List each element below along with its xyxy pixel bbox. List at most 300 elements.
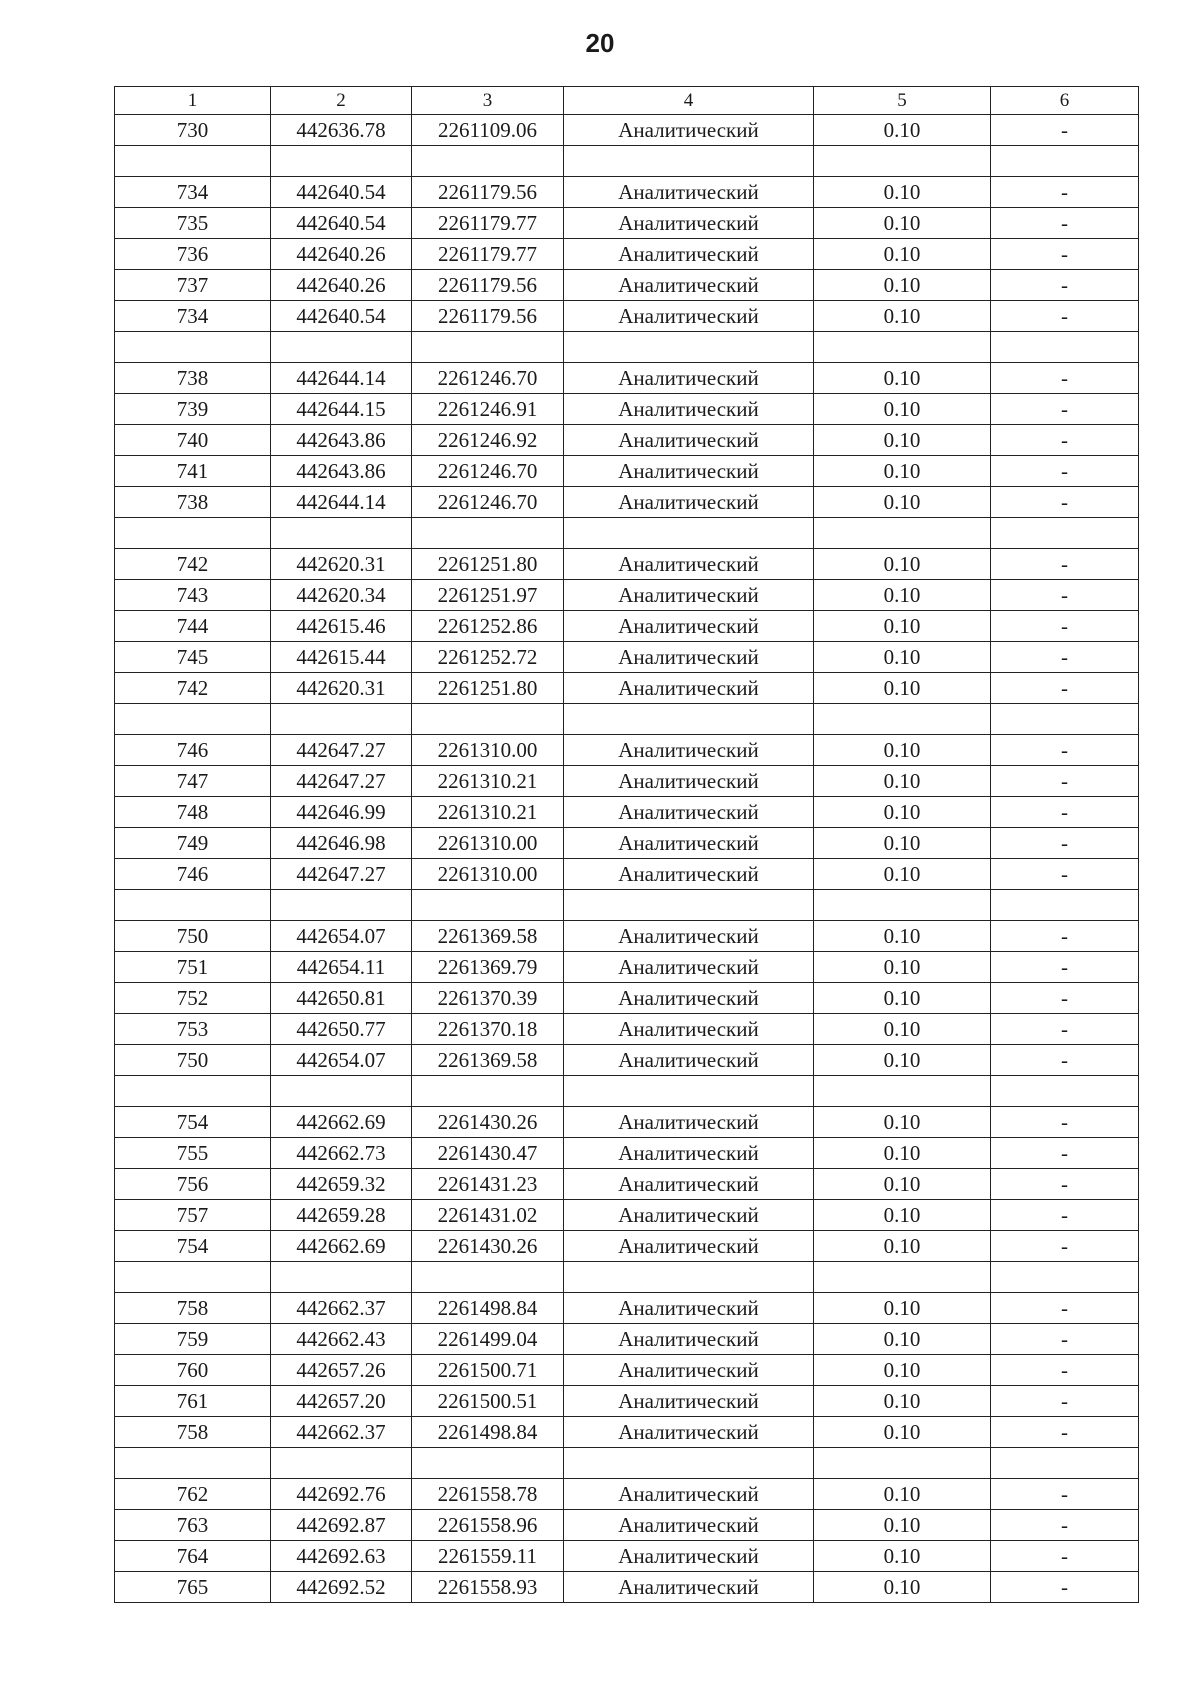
method-cell: Аналитический xyxy=(564,580,814,611)
point-number-cell xyxy=(115,1262,271,1293)
note-cell: - xyxy=(991,1107,1139,1138)
table-row xyxy=(115,456,1139,487)
method-cell: Аналитический xyxy=(564,1386,814,1417)
x-coordinate-cell xyxy=(271,1262,412,1293)
y-coordinate-cell: 2261179.77 xyxy=(412,239,564,270)
y-coordinate-cell: 2261252.86 xyxy=(412,611,564,642)
accuracy-cell: 0.10 xyxy=(814,797,991,828)
y-coordinate-cell: 2261370.39 xyxy=(412,983,564,1014)
note-cell: - xyxy=(991,487,1139,518)
method-cell: Аналитический xyxy=(564,1417,814,1448)
point-number-cell: 751 xyxy=(115,952,271,983)
accuracy-cell: 0.10 xyxy=(814,1510,991,1541)
note-cell xyxy=(991,146,1139,177)
accuracy-cell: 0.10 xyxy=(814,1417,991,1448)
y-coordinate-cell: 2261179.56 xyxy=(412,301,564,332)
method-cell: Аналитический xyxy=(564,673,814,704)
accuracy-cell: 0.10 xyxy=(814,425,991,456)
method-cell: Аналитический xyxy=(564,1138,814,1169)
table-row-separator xyxy=(115,1076,1139,1107)
point-number-cell: 758 xyxy=(115,1417,271,1448)
x-coordinate-cell: 442640.26 xyxy=(271,239,412,270)
x-coordinate-cell: 442615.46 xyxy=(271,611,412,642)
point-number-cell: 734 xyxy=(115,301,271,332)
column-header: 1 xyxy=(115,87,271,115)
point-number-cell xyxy=(115,704,271,735)
accuracy-cell: 0.10 xyxy=(814,859,991,890)
method-cell: Аналитический xyxy=(564,177,814,208)
table-row xyxy=(115,952,1139,983)
method-cell: Аналитический xyxy=(564,270,814,301)
note-cell: - xyxy=(991,1572,1139,1603)
note-cell: - xyxy=(991,642,1139,673)
accuracy-cell xyxy=(814,1448,991,1479)
method-cell: Аналитический xyxy=(564,921,814,952)
note-cell: - xyxy=(991,921,1139,952)
method-cell: Аналитический xyxy=(564,1510,814,1541)
accuracy-cell: 0.10 xyxy=(814,1045,991,1076)
column-header: 4 xyxy=(564,87,814,115)
method-cell: Аналитический xyxy=(564,1541,814,1572)
note-cell: - xyxy=(991,766,1139,797)
y-coordinate-cell: 2261558.93 xyxy=(412,1572,564,1603)
column-header: 3 xyxy=(412,87,564,115)
method-cell: Аналитический xyxy=(564,1231,814,1262)
x-coordinate-cell xyxy=(271,332,412,363)
y-coordinate-cell: 2261179.77 xyxy=(412,208,564,239)
accuracy-cell: 0.10 xyxy=(814,115,991,146)
accuracy-cell: 0.10 xyxy=(814,921,991,952)
accuracy-cell xyxy=(814,518,991,549)
point-number-cell: 744 xyxy=(115,611,271,642)
note-cell: - xyxy=(991,1386,1139,1417)
column-header: 2 xyxy=(271,87,412,115)
x-coordinate-cell: 442657.20 xyxy=(271,1386,412,1417)
x-coordinate-cell: 442662.37 xyxy=(271,1417,412,1448)
point-number-cell: 735 xyxy=(115,208,271,239)
y-coordinate-cell: 2261246.91 xyxy=(412,394,564,425)
x-coordinate-cell: 442620.31 xyxy=(271,549,412,580)
point-number-cell xyxy=(115,1448,271,1479)
method-cell xyxy=(564,1448,814,1479)
x-coordinate-cell: 442644.15 xyxy=(271,394,412,425)
point-number-cell: 747 xyxy=(115,766,271,797)
accuracy-cell: 0.10 xyxy=(814,1541,991,1572)
table-row-separator xyxy=(115,890,1139,921)
accuracy-cell: 0.10 xyxy=(814,1231,991,1262)
note-cell: - xyxy=(991,1479,1139,1510)
x-coordinate-cell xyxy=(271,146,412,177)
point-number-cell xyxy=(115,518,271,549)
accuracy-cell: 0.10 xyxy=(814,580,991,611)
method-cell: Аналитический xyxy=(564,797,814,828)
point-number-cell: 746 xyxy=(115,735,271,766)
y-coordinate-cell: 2261500.51 xyxy=(412,1386,564,1417)
point-number-cell: 760 xyxy=(115,1355,271,1386)
note-cell: - xyxy=(991,177,1139,208)
table-row xyxy=(115,1417,1139,1448)
table-row-separator xyxy=(115,1448,1139,1479)
note-cell: - xyxy=(991,425,1139,456)
y-coordinate-cell: 2261558.78 xyxy=(412,1479,564,1510)
accuracy-cell: 0.10 xyxy=(814,487,991,518)
method-cell: Аналитический xyxy=(564,642,814,673)
note-cell: - xyxy=(991,797,1139,828)
x-coordinate-cell: 442659.28 xyxy=(271,1200,412,1231)
y-coordinate-cell: 2261179.56 xyxy=(412,177,564,208)
x-coordinate-cell: 442662.43 xyxy=(271,1324,412,1355)
method-cell: Аналитический xyxy=(564,115,814,146)
x-coordinate-cell: 442662.69 xyxy=(271,1107,412,1138)
x-coordinate-cell: 442640.54 xyxy=(271,208,412,239)
table-row xyxy=(115,642,1139,673)
y-coordinate-cell: 2261310.21 xyxy=(412,797,564,828)
point-number-cell: 748 xyxy=(115,797,271,828)
note-cell: - xyxy=(991,1324,1139,1355)
note-cell: - xyxy=(991,239,1139,270)
table-row xyxy=(115,859,1139,890)
y-coordinate-cell: 2261310.00 xyxy=(412,735,564,766)
x-coordinate-cell: 442647.27 xyxy=(271,766,412,797)
note-cell: - xyxy=(991,1200,1139,1231)
method-cell: Аналитический xyxy=(564,1107,814,1138)
method-cell: Аналитический xyxy=(564,828,814,859)
method-cell: Аналитический xyxy=(564,1355,814,1386)
point-number-cell xyxy=(115,890,271,921)
method-cell: Аналитический xyxy=(564,1014,814,1045)
point-number-cell: 754 xyxy=(115,1107,271,1138)
accuracy-cell: 0.10 xyxy=(814,394,991,425)
y-coordinate-cell xyxy=(412,332,564,363)
x-coordinate-cell: 442650.81 xyxy=(271,983,412,1014)
method-cell xyxy=(564,1076,814,1107)
accuracy-cell: 0.10 xyxy=(814,549,991,580)
note-cell: - xyxy=(991,828,1139,859)
method-cell: Аналитический xyxy=(564,952,814,983)
x-coordinate-cell: 442636.78 xyxy=(271,115,412,146)
accuracy-cell: 0.10 xyxy=(814,1572,991,1603)
method-cell: Аналитический xyxy=(564,208,814,239)
method-cell: Аналитический xyxy=(564,301,814,332)
note-cell: - xyxy=(991,952,1139,983)
point-number-cell: 753 xyxy=(115,1014,271,1045)
point-number-cell: 741 xyxy=(115,456,271,487)
point-number-cell xyxy=(115,1076,271,1107)
y-coordinate-cell: 2261431.23 xyxy=(412,1169,564,1200)
point-number-cell: 762 xyxy=(115,1479,271,1510)
note-cell: - xyxy=(991,673,1139,704)
point-number-cell: 750 xyxy=(115,1045,271,1076)
note-cell: - xyxy=(991,301,1139,332)
x-coordinate-cell: 442692.76 xyxy=(271,1479,412,1510)
accuracy-cell xyxy=(814,704,991,735)
method-cell: Аналитический xyxy=(564,487,814,518)
x-coordinate-cell: 442640.26 xyxy=(271,270,412,301)
x-coordinate-cell: 442662.37 xyxy=(271,1293,412,1324)
point-number-cell: 763 xyxy=(115,1510,271,1541)
method-cell xyxy=(564,704,814,735)
x-coordinate-cell: 442647.27 xyxy=(271,859,412,890)
method-cell: Аналитический xyxy=(564,766,814,797)
table-row xyxy=(115,301,1139,332)
method-cell: Аналитический xyxy=(564,735,814,766)
point-number-cell: 736 xyxy=(115,239,271,270)
accuracy-cell: 0.10 xyxy=(814,1138,991,1169)
x-coordinate-cell: 442692.52 xyxy=(271,1572,412,1603)
y-coordinate-cell: 2261310.00 xyxy=(412,828,564,859)
method-cell: Аналитический xyxy=(564,1169,814,1200)
point-number-cell: 745 xyxy=(115,642,271,673)
x-coordinate-cell: 442620.31 xyxy=(271,673,412,704)
method-cell: Аналитический xyxy=(564,363,814,394)
y-coordinate-cell: 2261431.02 xyxy=(412,1200,564,1231)
note-cell: - xyxy=(991,1541,1139,1572)
y-coordinate-cell: 2261558.96 xyxy=(412,1510,564,1541)
note-cell: - xyxy=(991,1138,1139,1169)
page-number: 20 xyxy=(585,28,615,58)
table-row xyxy=(115,1231,1139,1262)
table-row xyxy=(115,487,1139,518)
table-row xyxy=(115,1045,1139,1076)
y-coordinate-cell: 2261430.47 xyxy=(412,1138,564,1169)
column-header: 6 xyxy=(991,87,1139,115)
note-cell: - xyxy=(991,549,1139,580)
point-number-cell: 752 xyxy=(115,983,271,1014)
table-header-row xyxy=(115,87,1139,115)
x-coordinate-cell: 442662.69 xyxy=(271,1231,412,1262)
point-number-cell: 743 xyxy=(115,580,271,611)
table-row xyxy=(115,766,1139,797)
x-coordinate-cell: 442659.32 xyxy=(271,1169,412,1200)
method-cell: Аналитический xyxy=(564,1572,814,1603)
note-cell: - xyxy=(991,456,1139,487)
note-cell: - xyxy=(991,1293,1139,1324)
point-number-cell: 737 xyxy=(115,270,271,301)
y-coordinate-cell xyxy=(412,1262,564,1293)
table-row xyxy=(115,239,1139,270)
accuracy-cell: 0.10 xyxy=(814,301,991,332)
x-coordinate-cell xyxy=(271,704,412,735)
accuracy-cell: 0.10 xyxy=(814,952,991,983)
note-cell: - xyxy=(991,580,1139,611)
y-coordinate-cell: 2261430.26 xyxy=(412,1231,564,1262)
accuracy-cell: 0.10 xyxy=(814,363,991,394)
note-cell: - xyxy=(991,983,1139,1014)
y-coordinate-cell: 2261246.70 xyxy=(412,363,564,394)
table-row xyxy=(115,1169,1139,1200)
method-cell: Аналитический xyxy=(564,1293,814,1324)
table-body xyxy=(115,115,1139,1603)
point-number-cell: 738 xyxy=(115,487,271,518)
y-coordinate-cell: 2261251.97 xyxy=(412,580,564,611)
x-coordinate-cell: 442657.26 xyxy=(271,1355,412,1386)
x-coordinate-cell: 442615.44 xyxy=(271,642,412,673)
note-cell xyxy=(991,890,1139,921)
note-cell xyxy=(991,1262,1139,1293)
x-coordinate-cell xyxy=(271,1448,412,1479)
table-row xyxy=(115,394,1139,425)
point-number-cell: 758 xyxy=(115,1293,271,1324)
accuracy-cell xyxy=(814,332,991,363)
table-row xyxy=(115,270,1139,301)
y-coordinate-cell: 2261430.26 xyxy=(412,1107,564,1138)
table-row xyxy=(115,1014,1139,1045)
accuracy-cell: 0.10 xyxy=(814,1479,991,1510)
table-row xyxy=(115,549,1139,580)
point-number-cell: 740 xyxy=(115,425,271,456)
x-coordinate-cell: 442662.73 xyxy=(271,1138,412,1169)
table-row xyxy=(115,208,1139,239)
y-coordinate-cell: 2261310.21 xyxy=(412,766,564,797)
y-coordinate-cell xyxy=(412,1076,564,1107)
note-cell: - xyxy=(991,1014,1139,1045)
accuracy-cell: 0.10 xyxy=(814,983,991,1014)
table-row xyxy=(115,983,1139,1014)
note-cell xyxy=(991,1448,1139,1479)
y-coordinate-cell: 2261310.00 xyxy=(412,859,564,890)
table-row xyxy=(115,1479,1139,1510)
table-row xyxy=(115,1355,1139,1386)
y-coordinate-cell: 2261179.56 xyxy=(412,270,564,301)
accuracy-cell xyxy=(814,1262,991,1293)
accuracy-cell xyxy=(814,1076,991,1107)
x-coordinate-cell xyxy=(271,518,412,549)
method-cell: Аналитический xyxy=(564,394,814,425)
note-cell: - xyxy=(991,1045,1139,1076)
note-cell: - xyxy=(991,270,1139,301)
note-cell: - xyxy=(991,1169,1139,1200)
accuracy-cell: 0.10 xyxy=(814,766,991,797)
accuracy-cell xyxy=(814,146,991,177)
x-coordinate-cell xyxy=(271,890,412,921)
x-coordinate-cell: 442650.77 xyxy=(271,1014,412,1045)
note-cell xyxy=(991,1076,1139,1107)
y-coordinate-cell: 2261500.71 xyxy=(412,1355,564,1386)
point-number-cell: 734 xyxy=(115,177,271,208)
note-cell: - xyxy=(991,735,1139,766)
table-row xyxy=(115,673,1139,704)
y-coordinate-cell: 2261251.80 xyxy=(412,549,564,580)
method-cell xyxy=(564,890,814,921)
x-coordinate-cell: 442646.99 xyxy=(271,797,412,828)
table-row xyxy=(115,580,1139,611)
note-cell: - xyxy=(991,115,1139,146)
y-coordinate-cell: 2261246.70 xyxy=(412,487,564,518)
table-row-separator xyxy=(115,332,1139,363)
y-coordinate-cell xyxy=(412,1448,564,1479)
table-row xyxy=(115,1541,1139,1572)
table-row-separator xyxy=(115,146,1139,177)
note-cell: - xyxy=(991,611,1139,642)
note-cell: - xyxy=(991,208,1139,239)
accuracy-cell: 0.10 xyxy=(814,1107,991,1138)
table-row-separator xyxy=(115,1262,1139,1293)
method-cell: Аналитический xyxy=(564,1479,814,1510)
point-number-cell: 754 xyxy=(115,1231,271,1262)
note-cell xyxy=(991,704,1139,735)
note-cell: - xyxy=(991,1355,1139,1386)
accuracy-cell: 0.10 xyxy=(814,208,991,239)
accuracy-cell: 0.10 xyxy=(814,611,991,642)
note-cell xyxy=(991,332,1139,363)
method-cell: Аналитический xyxy=(564,425,814,456)
point-number-cell: 730 xyxy=(115,115,271,146)
point-number-cell xyxy=(115,146,271,177)
y-coordinate-cell: 2261246.70 xyxy=(412,456,564,487)
method-cell: Аналитический xyxy=(564,456,814,487)
y-coordinate-cell xyxy=(412,704,564,735)
point-number-cell: 757 xyxy=(115,1200,271,1231)
point-number-cell: 749 xyxy=(115,828,271,859)
note-cell: - xyxy=(991,859,1139,890)
x-coordinate-cell: 442643.86 xyxy=(271,456,412,487)
method-cell: Аналитический xyxy=(564,549,814,580)
note-cell: - xyxy=(991,1231,1139,1262)
accuracy-cell: 0.10 xyxy=(814,1293,991,1324)
y-coordinate-cell: 2261559.11 xyxy=(412,1541,564,1572)
coordinates-table xyxy=(114,86,1139,1603)
y-coordinate-cell: 2261252.72 xyxy=(412,642,564,673)
table-row xyxy=(115,797,1139,828)
y-coordinate-cell xyxy=(412,518,564,549)
point-number-cell: 765 xyxy=(115,1572,271,1603)
accuracy-cell: 0.10 xyxy=(814,1386,991,1417)
method-cell: Аналитический xyxy=(564,611,814,642)
table-row-separator xyxy=(115,704,1139,735)
y-coordinate-cell: 2261498.84 xyxy=(412,1293,564,1324)
point-number-cell: 739 xyxy=(115,394,271,425)
accuracy-cell: 0.10 xyxy=(814,673,991,704)
table-row xyxy=(115,921,1139,952)
x-coordinate-cell: 442692.63 xyxy=(271,1541,412,1572)
y-coordinate-cell: 2261369.58 xyxy=(412,1045,564,1076)
table-row xyxy=(115,1572,1139,1603)
x-coordinate-cell: 442644.14 xyxy=(271,363,412,394)
accuracy-cell: 0.10 xyxy=(814,1014,991,1045)
accuracy-cell: 0.10 xyxy=(814,828,991,859)
point-number-cell: 764 xyxy=(115,1541,271,1572)
table-row xyxy=(115,1324,1139,1355)
y-coordinate-cell xyxy=(412,146,564,177)
table-row xyxy=(115,115,1139,146)
accuracy-cell: 0.10 xyxy=(814,642,991,673)
x-coordinate-cell: 442640.54 xyxy=(271,301,412,332)
note-cell: - xyxy=(991,1510,1139,1541)
accuracy-cell: 0.10 xyxy=(814,1200,991,1231)
accuracy-cell: 0.10 xyxy=(814,735,991,766)
point-number-cell: 761 xyxy=(115,1386,271,1417)
method-cell: Аналитический xyxy=(564,239,814,270)
column-header: 5 xyxy=(814,87,991,115)
table-row xyxy=(115,1200,1139,1231)
x-coordinate-cell: 442643.86 xyxy=(271,425,412,456)
point-number-cell: 759 xyxy=(115,1324,271,1355)
method-cell: Аналитический xyxy=(564,983,814,1014)
point-number-cell xyxy=(115,332,271,363)
table-row xyxy=(115,1138,1139,1169)
accuracy-cell: 0.10 xyxy=(814,177,991,208)
point-number-cell: 742 xyxy=(115,673,271,704)
note-cell: - xyxy=(991,1417,1139,1448)
y-coordinate-cell: 2261498.84 xyxy=(412,1417,564,1448)
x-coordinate-cell xyxy=(271,1076,412,1107)
table-row-separator xyxy=(115,518,1139,549)
table-row xyxy=(115,1510,1139,1541)
x-coordinate-cell: 442692.87 xyxy=(271,1510,412,1541)
method-cell xyxy=(564,1262,814,1293)
table-row xyxy=(115,611,1139,642)
accuracy-cell: 0.10 xyxy=(814,1169,991,1200)
